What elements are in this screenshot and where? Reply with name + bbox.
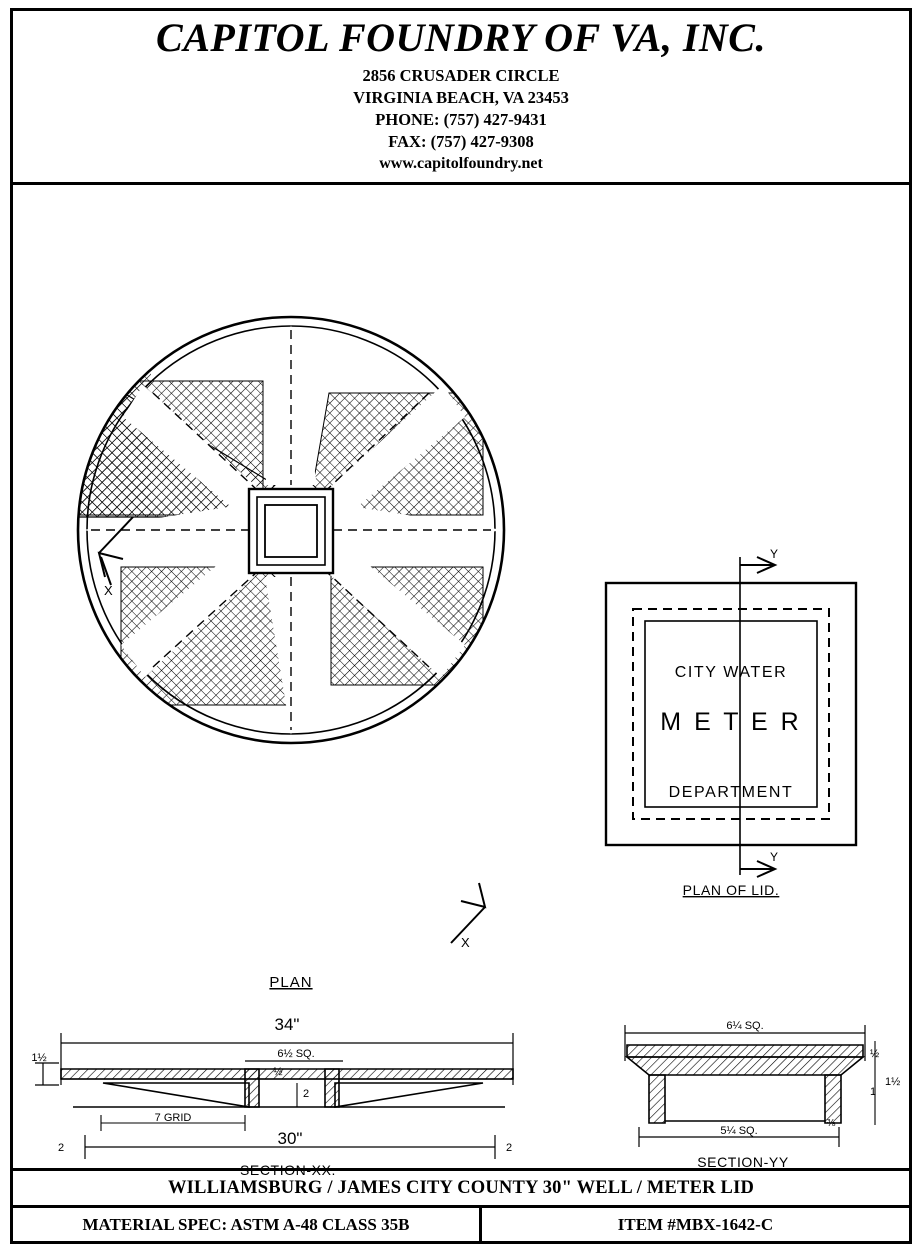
plan-of-lid-caption: PLAN OF LID. [682,882,780,899]
fax-number: FAX: (757) 427-9308 [388,131,534,151]
dim-yy-foot: ⅜ [826,1118,836,1130]
section-yy-view [625,1020,900,1170]
plan-caption: PLAN [269,974,313,992]
dim-right-tick: 2 [505,1142,513,1155]
dim-lid-top-width: 6¼ SQ. [726,1020,764,1033]
drawing-sheet [10,8,912,1244]
section-xx-view [31,1015,513,1178]
section-xx-caption: SECTION-XX. [239,1162,337,1179]
dim-yy-c: 1½ [885,1076,901,1089]
drawing-canvas [13,185,909,1179]
lid-text-line-2: M E T E R [660,708,802,737]
phone-number: PHONE: (757) 427-9431 [375,109,547,129]
company-name: CAPITOL FOUNDRY OF VA, INC. [156,15,766,60]
plan-of-lid-view [606,547,856,898]
dim-overall-34: 34" [274,1015,300,1035]
sheet-header [13,11,909,185]
dim-lid-opening: 6½ SQ. [277,1048,315,1061]
footer-detail-row [13,1208,909,1241]
dim-grid-note: 7 GRID [154,1112,192,1125]
section-yy-caption: SECTION-YY [697,1154,789,1171]
address-line-1: 2856 CRUSADER CIRCLE [362,66,560,85]
section-label-x-top: X [104,583,113,599]
sheet-footer [13,1168,909,1241]
dim-lid-bottom-width: 5¼ SQ. [720,1125,758,1138]
drawing-title: WILLIAMSBURG / JAMES CITY COUNTY 30" WELL / METER LID [13,1168,909,1208]
dim-left-tick: 2 [57,1142,65,1155]
technical-drawing-area [13,185,909,1179]
section-label-y-top: Y [770,547,779,562]
dim-wall: ½ [273,1066,283,1079]
section-mark-x-bottom [451,883,485,943]
item-number: ITEM #MBX-1642-C [617,1215,774,1234]
dim-flange-thickness: 1½ [31,1052,47,1065]
section-label-x-bottom: X [461,935,470,951]
website-url: www.capitolfoundry.net [379,154,543,172]
company-address [13,65,909,174]
dim-yy-a: ½ [870,1048,880,1061]
material-spec: MATERIAL SPEC: ASTM A-48 CLASS 35B [13,1208,482,1241]
lid-text-line-1: CITY WATER [674,664,788,682]
dim-inner-depth: 2 [303,1088,310,1101]
section-label-y-bottom: Y [770,850,779,865]
dim-yy-b: 1 [870,1086,877,1099]
address-line-2: VIRGINIA BEACH, VA 23453 [353,87,569,107]
dim-clear-opening: 30" [277,1129,303,1149]
lid-text-line-3: DEPARTMENT [668,784,794,802]
plan-view [71,317,504,991]
